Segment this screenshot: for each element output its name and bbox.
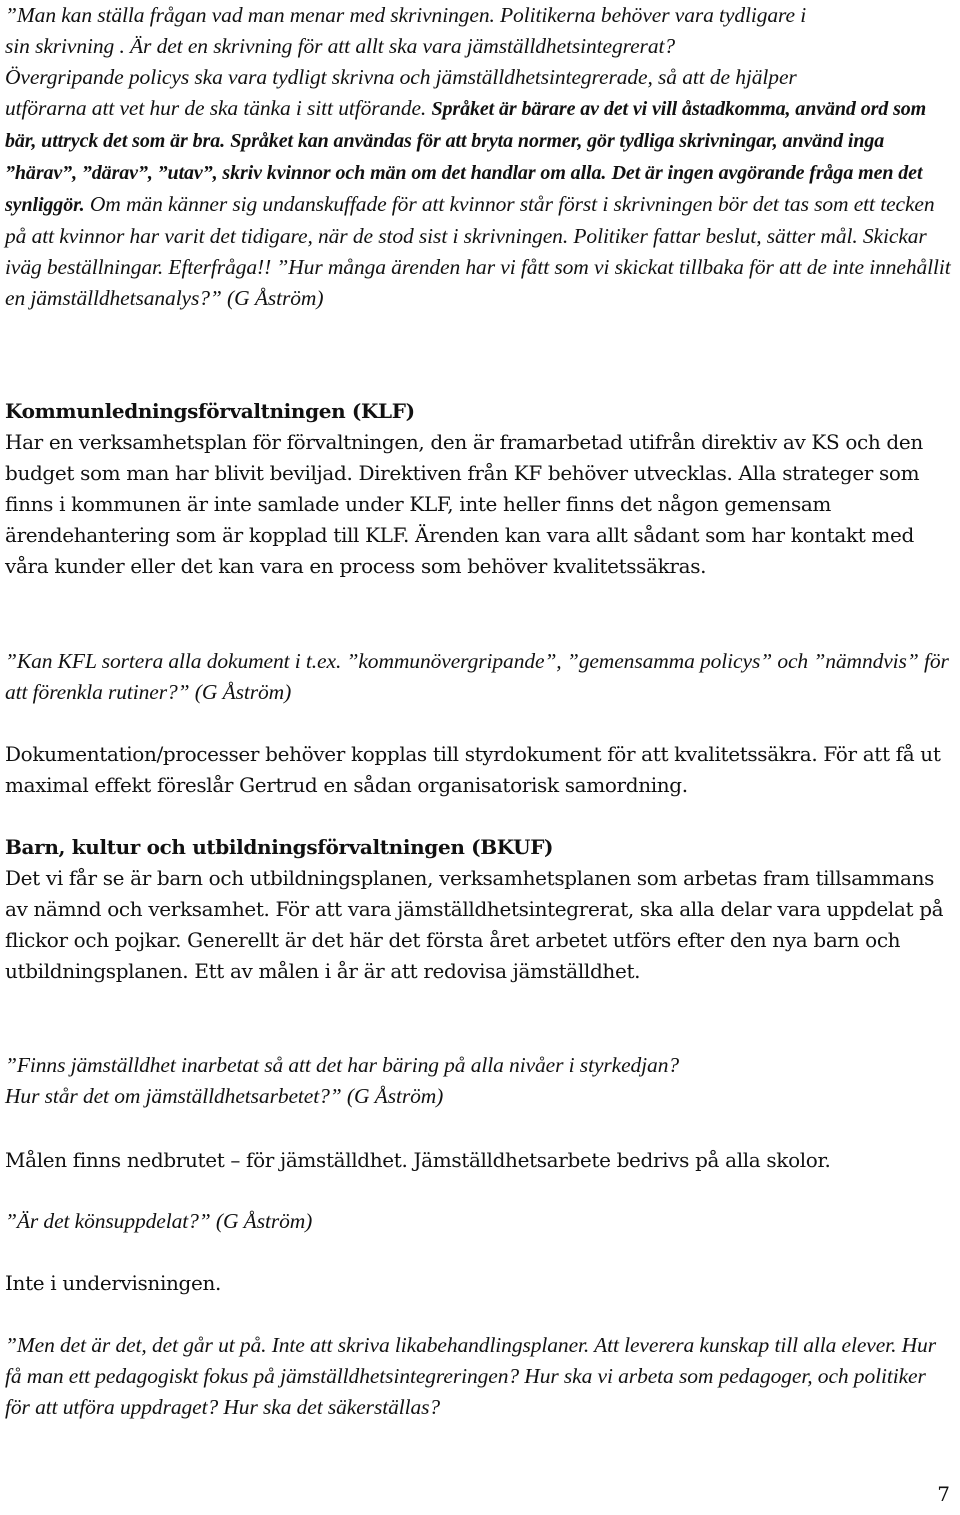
section-heading: Barn, kultur och utbildningsförvaltningen (BKUF) [5,835,554,859]
quote-text: Om män känner sig undanskuffade för att kvinnor står först i skrivningen bör det tas som ett tecken på att kvinnor har varit det tidigare, när de stod sist i skrivningen. Politiker fattar beslut, sätter mål. Skickar iväg beställningar. Efterfråga!! ”Hur många ärenden har vi fått som vi skickat tillbaka för att de inte innehållit en jämställdhetsanalys?” (G Åström) [5,192,951,310]
text-line: utförarna att vet hur de ska tänka i sitt utförande. [5,96,427,120]
bkuf-answer-1: Målen finns nedbrutet – för jämställdhet. Jämställdhetsarbete bedrivs på alla skolor. [5,1148,831,1172]
section-body: Har en verksamhetsplan för förvaltningen, den är framarbetad utifrån direktiv av KS och den budget som man har blivit beviljad. Direktiven från KF behöver utvecklas. Alla strateger som finns i kommunen är inte samlade under KLF, inte heller finns det någon gemensam ärendehantering som är kopplad till KLF. Ärenden kan vara allt sådant som har kontakt med våra kunder eller det kan vara en process som behöver kvalitetssäkras. [5,430,923,578]
text-line: sin skrivning . Är det en skrivning för att allt ska vara jämställdhetsintegrerat? [5,34,675,58]
bkuf-answer-2: Inte i undervisningen. [5,1271,222,1295]
intro-quote-paragraph [5,0,955,314]
text-line: ”Finns jämställdhet inarbetat så att det har bäring på alla nivåer i styrkedjan? [5,1053,680,1077]
emphasis-text: Det är ingen avgörande fråga men det synliggör. [5,162,923,216]
bkuf-section [5,832,955,987]
text-line: Hur står det om jämställdhetsarbetet?” (G Åström) [5,1084,444,1108]
section-body: Det vi får se är barn och utbildningsplanen, verksamhetsplanen som arbetas fram tillsammans av nämnd och verksamhet. För att vara jämställdhetsintegrerat, ska alla delar vara uppdelat på flickor och pojkar. Generellt är det här det första året arbetet utförs efter den nya barn och utbildningsplanen. Ett av målen i år är att redovisa jämställdhet. [5,866,944,983]
section-heading: Kommunledningsförvaltningen (KLF) [5,399,415,423]
emphasis-text: Språket är bärare av det vi vill åstadkomma, använd ord som bär, uttryck det som är bra. [5,98,927,152]
page-number: 7 [937,1482,950,1506]
text-line: ”Man kan ställa frågan vad man menar med skrivningen. Politikerna behöver vara tydligare i [5,3,807,27]
text-line: Övergripande policys ska vara tydligt skrivna och jämställdhetsintegrerade, så att de hjälper [5,65,797,89]
bkuf-quote-3: ”Men det är det, det går ut på. Inte att skriva likabehandlingsplaner. Att leverera kunskap till alla elever. Hur få man ett pedagogiskt fokus på jämställdhetsintegreringen? Hur ska vi arbeta som pedagoger, och politiker för att utföra uppdraget? Hur ska det säkerställas? [5,1333,936,1419]
emphasis-text: Språket kan användas för att bryta normer, gör tydliga skrivningar, använd inga ”härav”, ”därav”, ”utav”, skriv kvinnor och män om det handlar om alla. [5,130,885,184]
klf-quote: ”Kan KFL sortera alla dokument i t.ex. ”kommunövergripande”, ”gemensamma policys” och ”nämndvis” för att förenkla rutiner?” (G Åström) [5,649,949,704]
bkuf-quote-1 [5,1050,955,1112]
klf-section [5,396,955,582]
klf-body-2: Dokumentation/processer behöver kopplas till styrdokument för att kvalitetssäkra. För att få ut maximal effekt föreslår Gertrud en sådan organisatorisk samordning. [5,742,941,797]
bkuf-quote-2: ”Är det könsuppdelat?” (G Åström) [5,1209,313,1233]
